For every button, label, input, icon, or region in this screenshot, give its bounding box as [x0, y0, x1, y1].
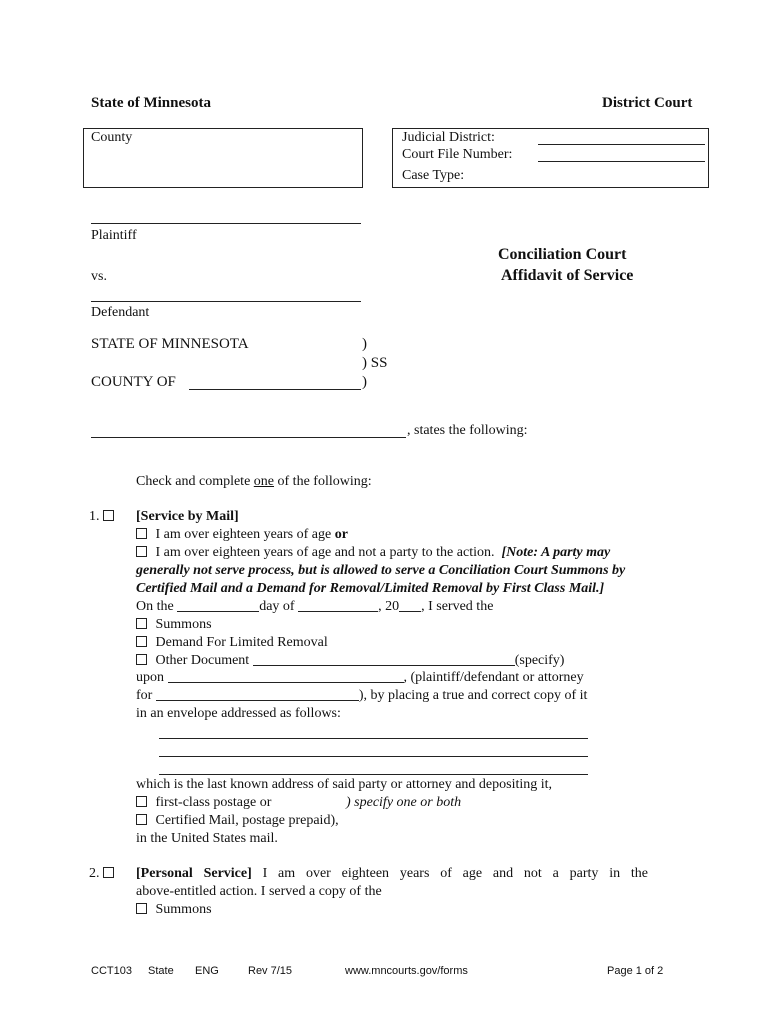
service-date-line — [136, 599, 493, 615]
section1-heading: [Service by Mail] — [136, 509, 239, 524]
address-line-3[interactable] — [159, 774, 588, 775]
venue-county-label: COUNTY OF — [91, 374, 176, 390]
envelope-text: in an envelope addressed as follows: — [136, 706, 341, 721]
specify-label: (specify) — [514, 653, 565, 668]
footer-jurisdiction: State — [148, 965, 174, 977]
county-label: County — [91, 130, 133, 145]
placing-text: ), by placing a true and correct copy of it — [358, 688, 588, 703]
first-class-label: first-class postage or — [155, 795, 272, 810]
instructions-before: Check and complete — [136, 474, 254, 489]
defendant-label: Defendant — [91, 305, 150, 320]
plaintiff-field[interactable] — [91, 223, 361, 224]
affiant-states-text: , states the following: — [407, 423, 528, 438]
address-line-2[interactable] — [159, 756, 588, 757]
service-month-field[interactable] — [298, 599, 378, 612]
section2-heading: [Personal Service] — [136, 866, 252, 881]
judicial-district-label: Judicial District: — [402, 130, 495, 145]
upon-line — [136, 670, 584, 686]
option-b-text: I am over eighteen years of age and not a party to the action. — [155, 545, 495, 560]
section2-line1 — [136, 866, 648, 882]
for-field[interactable] — [156, 688, 359, 701]
section2-checkbox[interactable] — [103, 867, 114, 878]
defendant-field[interactable] — [91, 301, 361, 302]
form-title-line1: Conciliation Court — [498, 246, 627, 263]
note-line-3: Certified Mail and a Demand for Removal/Limited Removal by First Class Mail.] — [136, 581, 605, 596]
venue-ss: ) SS — [362, 355, 388, 371]
venue-county-field[interactable] — [189, 389, 361, 390]
upon-label: upon — [136, 670, 164, 685]
option-b-checkbox[interactable] — [136, 546, 147, 557]
affiant-name-field[interactable] — [91, 437, 406, 438]
section1-number — [89, 509, 119, 525]
court-heading: District Court — [602, 95, 693, 111]
year-prefix: , 20 — [378, 599, 400, 614]
doc-demand-checkbox[interactable] — [136, 636, 147, 647]
section2-number-text: 2. — [89, 866, 100, 881]
section1-number-text: 1. — [89, 509, 100, 524]
section2-text-line1: I am over eighteen years of age and not a party in the — [262, 866, 648, 881]
first-class-checkbox[interactable] — [136, 796, 147, 807]
service-day-field[interactable] — [177, 599, 259, 612]
certified-checkbox[interactable] — [136, 814, 147, 825]
specify-one-or-both — [346, 795, 461, 811]
day-of-label: day of — [259, 599, 295, 614]
section2-summons-option — [136, 902, 212, 918]
venue-state: STATE OF MINNESOTA — [91, 336, 249, 352]
option-a-checkbox[interactable] — [136, 528, 147, 539]
section2-summons-checkbox[interactable] — [136, 903, 147, 914]
section2-summons-label: Summons — [155, 902, 212, 917]
footer-page-number: Page 1 of 2 — [607, 965, 664, 977]
specify-one-or-both-text: ) specify one or both — [346, 795, 462, 810]
us-mail-text: in the United States mail. — [136, 831, 278, 846]
doc-other-checkbox[interactable] — [136, 654, 147, 665]
instructions-text — [136, 474, 372, 490]
footer-revision: Rev 7/15 — [248, 965, 293, 977]
venue-paren-3: ) — [362, 374, 367, 390]
on-the-label: On the — [136, 599, 174, 614]
footer-form-id: CCT103 — [91, 965, 132, 977]
section1-checkbox[interactable] — [103, 510, 114, 521]
doc-summons-label: Summons — [155, 617, 212, 632]
instructions-one: one — [253, 474, 275, 489]
first-class-option — [136, 795, 271, 811]
served-text: , I served the — [421, 599, 494, 614]
certified-option — [136, 813, 339, 829]
note-line-2: generally not serve process, but is allowed to serve a Conciliation Court Summons by — [136, 563, 626, 578]
plaintiff-defendant-label: , (plaintiff/defendant or attorney — [403, 670, 584, 685]
last-known-text: which is the last known address of said party or attorney and depositing it, — [136, 777, 553, 792]
state-heading: State of Minnesota — [91, 95, 211, 111]
instructions-after: of the following: — [274, 474, 372, 489]
address-line-1[interactable] — [159, 738, 588, 739]
certified-label: Certified Mail, postage prepaid), — [155, 813, 339, 828]
for-label: for — [136, 688, 153, 703]
doc-other-option — [136, 653, 564, 669]
judicial-district-field[interactable] — [538, 144, 705, 145]
plaintiff-label: Plaintiff — [91, 228, 137, 243]
for-line — [136, 688, 587, 704]
form-title-line2: Affidavit of Service — [501, 267, 634, 284]
service-year-field[interactable] — [399, 599, 421, 612]
footer-language: ENG — [195, 965, 219, 977]
doc-summons-checkbox[interactable] — [136, 618, 147, 629]
section2-text-line2: above-entitled action. I served a copy of the — [136, 884, 382, 899]
doc-other-field[interactable] — [253, 653, 515, 666]
doc-other-label: Other Document — [155, 653, 250, 668]
section1-option-b — [136, 545, 610, 561]
case-type-label: Case Type: — [402, 168, 465, 183]
doc-demand-option — [136, 635, 328, 651]
option-a-text: I am over eighteen years of age — [155, 527, 335, 542]
doc-demand-label: Demand For Limited Removal — [155, 635, 328, 650]
vs-label: vs. — [91, 269, 107, 284]
court-file-number-label: Court File Number: — [402, 147, 513, 162]
court-file-number-field[interactable] — [538, 161, 705, 162]
venue-paren-1: ) — [362, 336, 367, 352]
upon-field[interactable] — [168, 670, 404, 683]
footer-url[interactable]: www.mncourts.gov/forms — [345, 965, 468, 977]
section1-option-a — [136, 527, 348, 543]
section2-number — [89, 866, 119, 882]
note-line-1: [Note: A party may — [501, 545, 611, 560]
option-a-or: or — [334, 527, 348, 542]
doc-summons-option — [136, 617, 212, 633]
